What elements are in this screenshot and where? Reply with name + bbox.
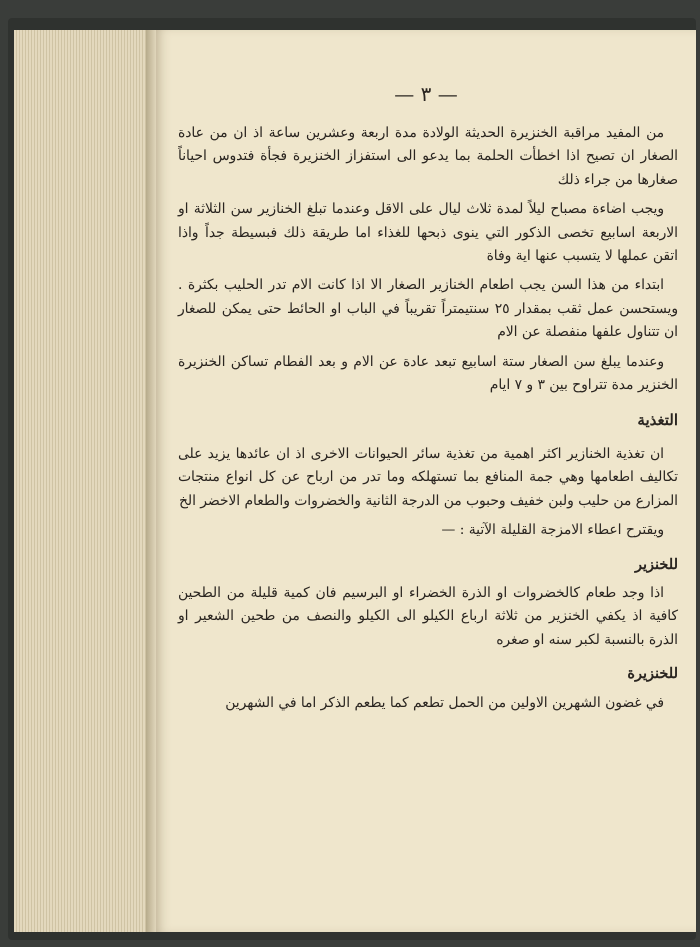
paragraph-intro-3: ابتداء من هذا السن يجب اطعام الخنازير الصغار الا اذا كانت الام تدر الحليب بكثرة . ويستحسن عمل ثقب بمقدار ٢٥ سنتيمتراً تقريباً في الباب او الحائط حتى يمكن للصغار ان تتناول علفها منفصلة عن الام bbox=[178, 277, 678, 341]
subheading-boar: للخنزير bbox=[635, 555, 678, 573]
book-page bbox=[156, 30, 696, 932]
paragraph-feeding-1: ان تغذية الخنازير اكثر اهمية من تغذية سائر الحيوانات الاخرى اذ ان عائدها يزيد على تكاليف اطعامها وهي جمة المنافع بما تستهلكه وما تدر من ارباح عن كل انواع منتجات المزارع من حليب ولبن خفيف وحبوب من الدرجة الثانية والخضروات والطعام الاخضر الخ bbox=[178, 445, 678, 509]
paragraph-intro-1: من المفيد مراقبة الخنزيرة الحديثة الولادة مدة اربعة وعشرين ساعة اذ ان من عادة الصغار ان تصيح اذا اخطأت الحلمة بما يدعو الى استفزاز الخنزيرة فجأة فتدوس احياناً صغارها من جراء ذلك bbox=[178, 125, 678, 188]
paragraph-feeding-2: ويقترح اعطاء الامزجة القليلة الآتية : — bbox=[441, 522, 664, 539]
subheading-sow: للخنزيرة bbox=[627, 665, 678, 683]
paragraph-intro-4: وعندما يبلغ سن الصغار ستة اسابيع تبعد عادة عن الام و بعد الفطام تساكن الخنزيرة الخنزير مدة تتراوح بين ٣ و ٧ ايام bbox=[178, 353, 678, 394]
paragraph-boar: اذا وجد طعام كالخضروات او الذرة الخضراء او البرسيم فان كمية قليلة من الطحين كافية اذ يكفي الخنزير من ثلاثة ارباع الكيلو الى الكيلو والنصف من طحين الشعير او الذرة بالنسبة لكبر سنه او صغره bbox=[178, 584, 678, 648]
section-heading-feeding: التغذية bbox=[637, 411, 678, 430]
paragraph-sow: في غضون الشهرين الاولين من الحمل تطعم كما يطعم الذكر اما في الشهرين bbox=[225, 694, 664, 711]
page-number: — ٣ — bbox=[394, 82, 458, 106]
page-body bbox=[178, 122, 678, 721]
paragraph-intro-2: ويجب اضاءة مصباح ليلاً لمدة ثلاث ليال على الاقل وعندما تبلغ الخنازير سن الثلاثة او الاربعة اسابيع تخصى الذكور التي ينوى ذبحها للغذاء اما طريقة ذلك فبسيطة جداً واذا اتقن عملها لا يتسبب عنها اية وفاة bbox=[178, 201, 678, 265]
stacked-page-edges bbox=[14, 30, 153, 932]
